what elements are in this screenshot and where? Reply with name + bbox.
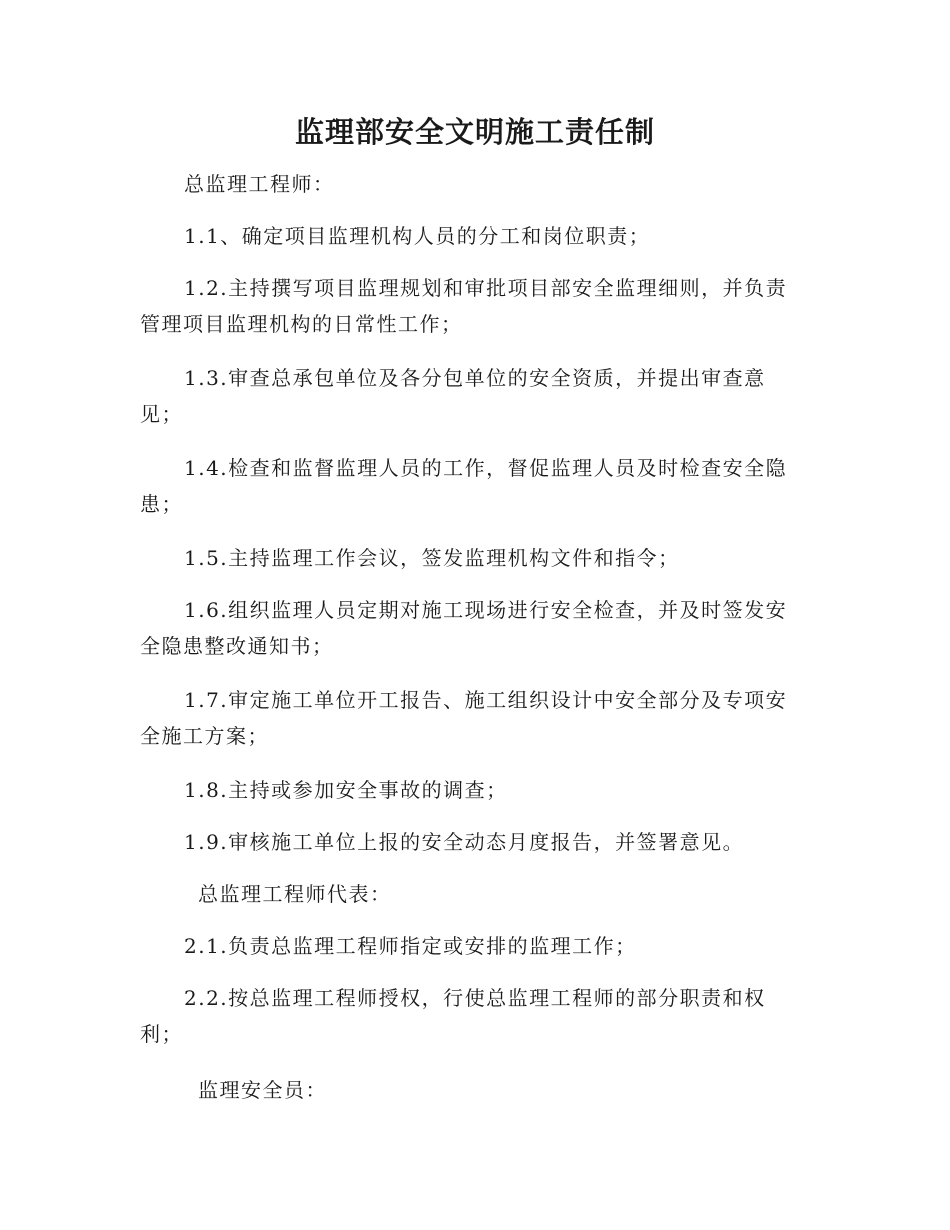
heading-chief-supervisor	[140, 166, 844, 202]
heading-safety-officer	[140, 1072, 858, 1108]
document-title: 监理部安全文明施工责任制	[294, 115, 655, 149]
paragraph-1-7	[140, 682, 800, 754]
paragraph-1-2	[140, 270, 800, 342]
paragraph-line: 1.6.组织监理人员定期对施工现场进行安全检查，并及时签发安	[184, 598, 788, 622]
paragraph-line: 1.1、确定项目监理机构人员的分工和岗位职责；	[184, 224, 651, 248]
paragraph-line: 1.3.审查总承包单位及各分包单位的安全资质，并提出审查意	[184, 366, 766, 390]
paragraph-line: 见；	[140, 402, 183, 426]
paragraph-1-9	[140, 824, 844, 860]
paragraph-1-3	[140, 360, 800, 432]
paragraph-line: 利；	[140, 1022, 183, 1046]
paragraph-line: 监理安全员：	[198, 1078, 327, 1102]
paragraph-2-2	[140, 980, 800, 1052]
paragraph-line: 2.2.按总监理工程师授权，行使总监理工程师的部分职责和权	[184, 986, 766, 1010]
paragraph-1-5	[140, 540, 844, 576]
paragraph-line: 1.7.审定施工单位开工报告、施工组织设计中安全部分及专项安	[184, 688, 788, 712]
paragraph-1-6	[140, 592, 800, 664]
paragraph-line: 全隐患整改通知书；	[140, 634, 334, 658]
paragraph-line: 2.1.负责总监理工程师指定或安排的监理工作；	[184, 934, 637, 958]
paragraph-line: 管理项目监理机构的日常性工作；	[140, 312, 463, 336]
paragraph-line: 1.9.审核施工单位上报的安全动态月度报告，并签署意见。	[184, 830, 745, 854]
paragraph-line: 患；	[140, 492, 183, 516]
paragraph-line: 1.5.主持监理工作会议，签发监理机构文件和指令；	[184, 546, 680, 570]
heading-deputy-chief	[140, 876, 858, 912]
paragraph-line: 总监理工程师代表：	[198, 882, 392, 906]
paragraph-line: 全施工方案；	[140, 724, 269, 748]
paragraph-line: 总监理工程师：	[184, 172, 335, 196]
paragraph-1-4	[140, 450, 800, 522]
paragraph-line: 1.4.检查和监督监理人员的工作，督促监理人员及时检查安全隐	[184, 456, 788, 480]
paragraph-2-1	[140, 928, 844, 964]
paragraph-line: 1.2.主持撰写项目监理规划和审批项目部安全监理细则，并负责	[184, 276, 788, 300]
paragraph-1-1	[140, 218, 844, 254]
paragraph-1-8	[140, 772, 844, 808]
paragraph-line: 1.8.主持或参加安全事故的调查；	[184, 778, 508, 802]
